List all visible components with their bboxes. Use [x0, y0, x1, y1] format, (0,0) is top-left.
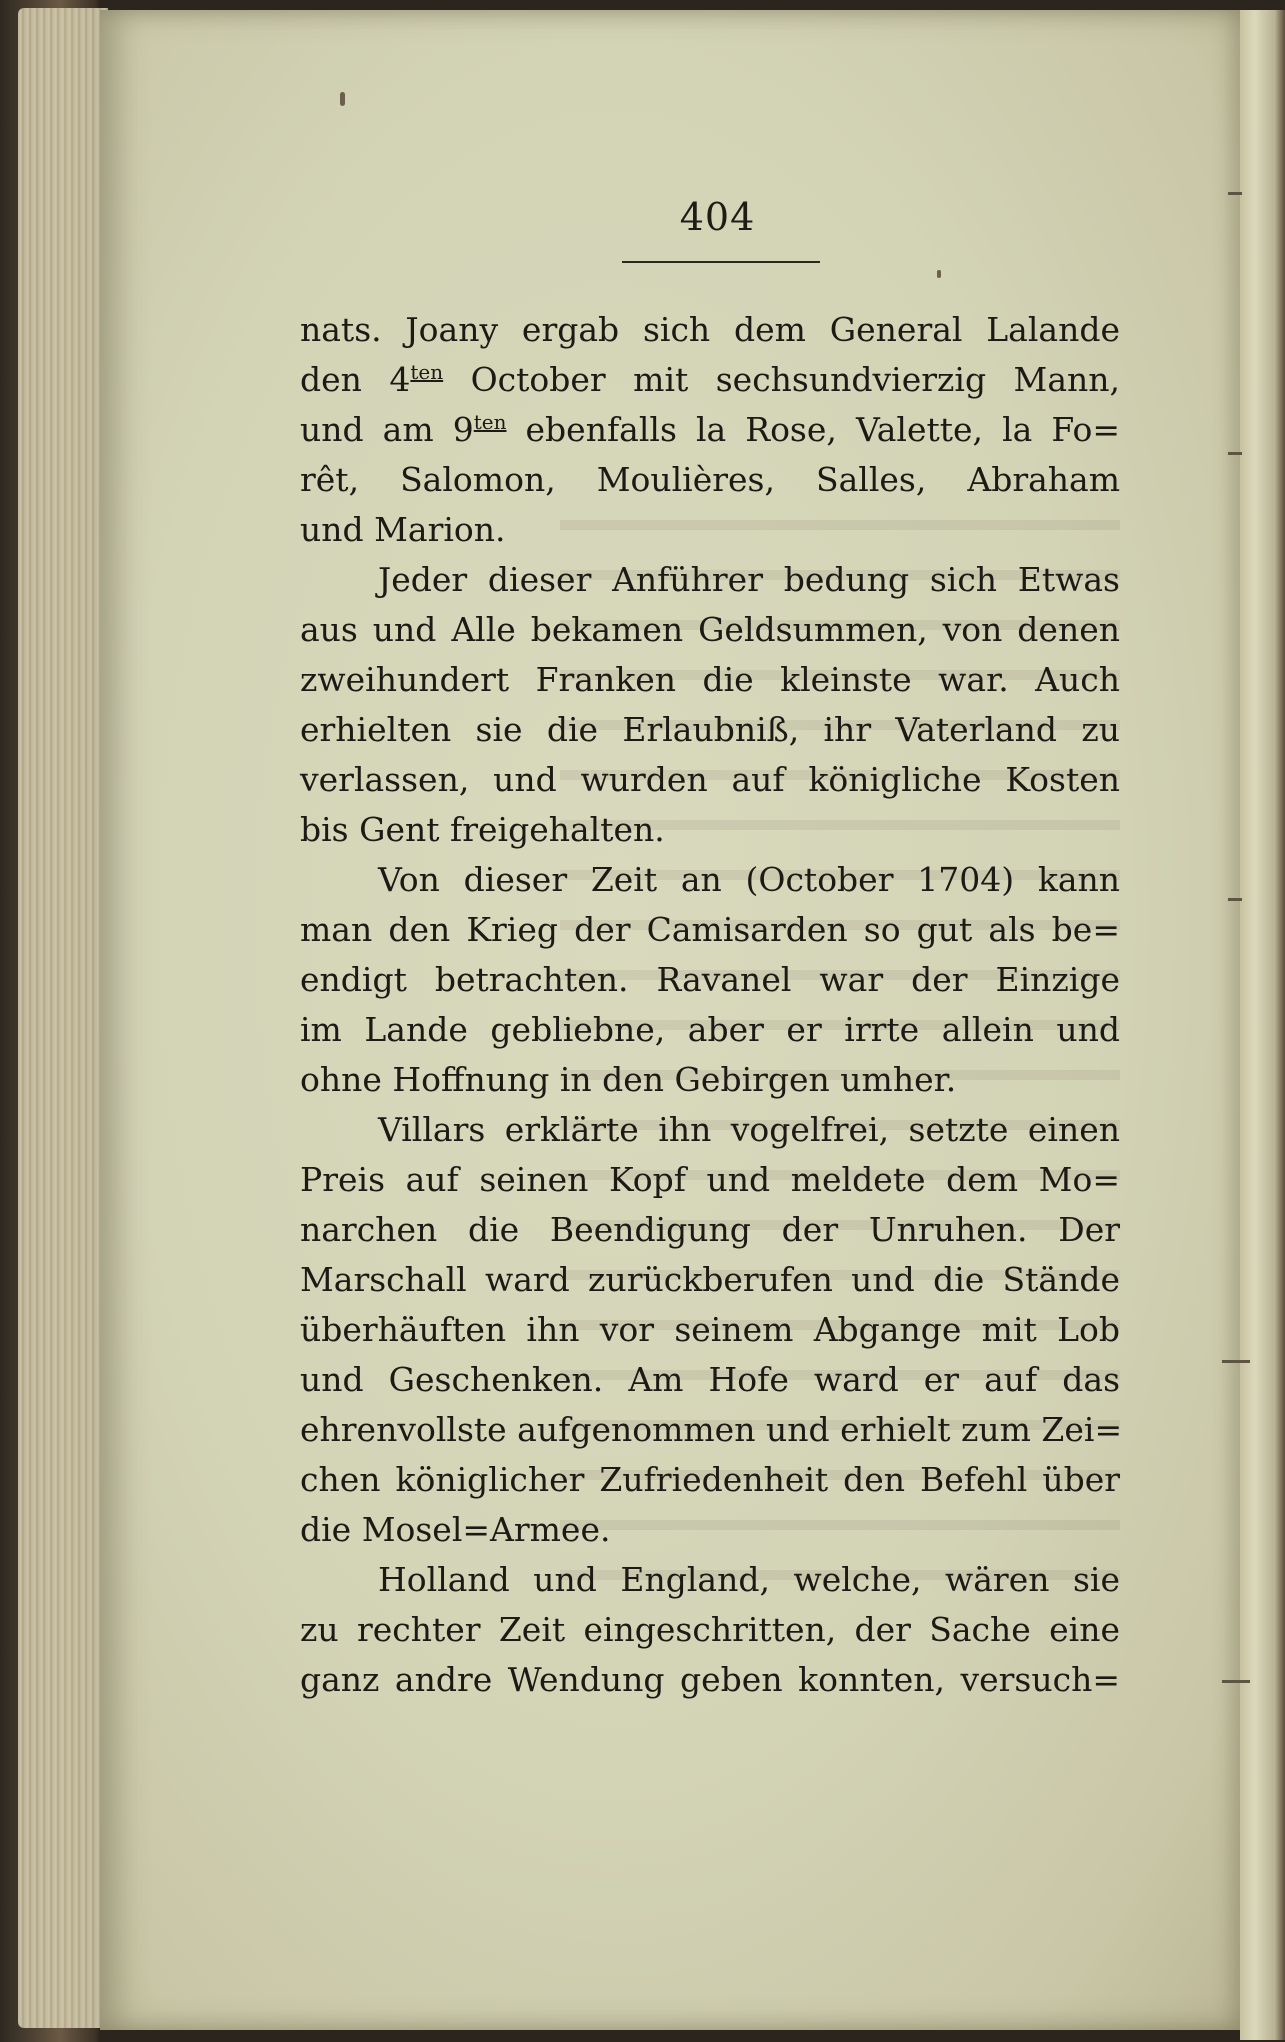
margin-mark — [1222, 1360, 1250, 1363]
text-line: man den Krieg der Camisarden so gut als be= — [300, 910, 1120, 949]
text-line: zu rechter Zeit eingeschritten, der Sache eine — [300, 1610, 1120, 1649]
ordinal-superscript: ten — [410, 360, 444, 384]
text-line-part: den 4 — [300, 360, 411, 399]
body-text — [300, 305, 1123, 1705]
text-line — [300, 405, 1120, 455]
text-line: bis Gent freigehalten. — [300, 810, 665, 849]
text-line: die Mosel=Armee. — [300, 1510, 611, 1549]
text-line-part: und am 9 — [300, 410, 474, 449]
text-line: nats. Joany ergab sich dem General Lalande — [300, 310, 1120, 349]
page-stack-edges — [18, 8, 108, 2028]
text-line: ehrenvollste aufgenommen und erhielt zum Zei= — [300, 1410, 1123, 1449]
margin-mark — [1228, 452, 1242, 455]
text-line: und Marion. — [300, 510, 506, 549]
text-line: Marschall ward zurückberufen und die Stände — [300, 1260, 1120, 1299]
text-line: und Geschenken. Am Hofe ward er auf das — [300, 1360, 1120, 1399]
text-line: Preis auf seinen Kopf und meldete dem Mo= — [300, 1160, 1120, 1199]
text-line: ganz andre Wendung geben konnten, versuch= — [300, 1660, 1120, 1699]
text-line-part: October mit sechsundvierzig Mann, — [443, 360, 1120, 399]
margin-mark — [1222, 1680, 1250, 1683]
text-line: verlassen, und wurden auf königliche Kosten — [300, 760, 1120, 799]
text-line: aus und Alle bekamen Geldsummen, von denen — [300, 610, 1120, 649]
text-line — [300, 355, 1120, 405]
text-line: Jeder dieser Anführer bedung sich Etwas — [378, 560, 1120, 599]
text-line: im Lande gebliebne, aber er irrte allein und — [300, 1010, 1120, 1049]
header-rule — [622, 261, 820, 263]
text-line: überhäuften ihn vor seinem Abgange mit Lob — [300, 1310, 1120, 1349]
ordinal-superscript: ten — [473, 410, 507, 434]
text-line: zweihundert Franken die kleinste war. Auch — [300, 660, 1120, 699]
paper-speck — [937, 270, 941, 278]
text-line: chen königlicher Zufriedenheit den Befehl über — [300, 1460, 1120, 1499]
text-line: erhielten sie die Erlaubniß, ihr Vaterland zu — [300, 710, 1120, 749]
next-page-edge — [1240, 10, 1285, 2040]
page-number: 404 — [679, 195, 756, 239]
text-line: Holland und England, welche, wären sie — [378, 1560, 1120, 1599]
text-line: Von dieser Zeit an (October 1704) kann — [378, 860, 1120, 899]
text-line: rêt, Salomon, Moulières, Salles, Abraham — [300, 460, 1120, 499]
text-line-part: ebenfalls la Rose, Valette, la Fo= — [506, 410, 1120, 449]
text-line: narchen die Beendigung der Unruhen. Der — [300, 1210, 1120, 1249]
text-line: Villars erklärte ihn vogelfrei, setzte einen — [378, 1110, 1120, 1149]
text-line: endigt betrachten. Ravanel war der Einzige — [300, 960, 1120, 999]
margin-mark — [1228, 898, 1242, 901]
text-line: ohne Hoffnung in den Gebirgen umher. — [300, 1060, 957, 1099]
paper-speck — [340, 92, 345, 106]
